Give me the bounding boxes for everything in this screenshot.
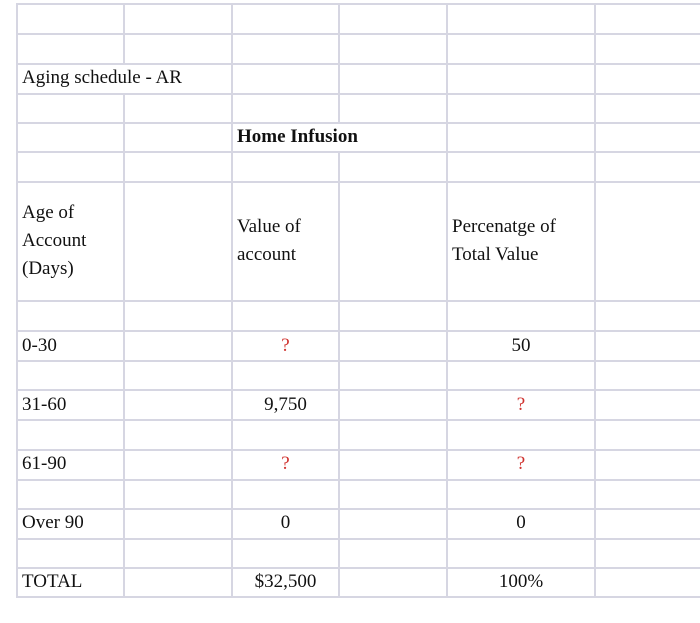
header-percent: Percenatge of Total Value <box>452 216 556 265</box>
grid-line <box>16 330 700 332</box>
header-age: Age of Account (Days) <box>22 202 87 279</box>
grid-line <box>16 479 700 481</box>
row-age: Over 90 <box>22 512 84 533</box>
schedule-title: Aging schedule - AR <box>22 67 182 88</box>
row-age: 31-60 <box>22 394 67 415</box>
grid-line <box>16 151 700 153</box>
grid-line <box>16 93 700 95</box>
grid-line <box>16 538 700 540</box>
header-value: Value of account <box>237 216 301 265</box>
total-percent: 100% <box>498 571 544 592</box>
total-label: TOTAL <box>22 571 83 592</box>
grid-line <box>16 122 700 124</box>
row-value: 0 <box>280 512 291 533</box>
grid-line <box>16 360 700 362</box>
grid-line <box>16 508 700 510</box>
row-value: 9,750 <box>264 394 307 415</box>
grid-line <box>16 3 18 598</box>
grid-line <box>16 300 700 302</box>
grid-line <box>594 3 596 598</box>
grid-line <box>338 3 340 122</box>
row-percent: 50 <box>511 335 531 356</box>
row-value: ? <box>281 335 290 356</box>
grid-line <box>16 567 700 569</box>
total-value: $32,500 <box>254 571 317 592</box>
section-title: Home Infusion <box>237 126 358 147</box>
row-percent: ? <box>516 453 526 474</box>
row-age: 61-90 <box>22 453 67 474</box>
grid-line <box>123 3 125 63</box>
grid-line <box>16 419 700 421</box>
row-value: ? <box>281 453 290 474</box>
grid-line <box>16 181 700 183</box>
aging-schedule-sheet <box>16 3 700 598</box>
row-percent: ? <box>516 394 526 415</box>
grid-line <box>338 151 340 598</box>
grid-line <box>16 449 700 451</box>
row-percent: 0 <box>516 512 526 533</box>
grid-line <box>16 3 700 5</box>
row-age: 0-30 <box>22 335 57 356</box>
grid-line <box>16 389 700 391</box>
grid-line <box>16 33 700 35</box>
grid-line <box>16 596 700 598</box>
grid-line <box>123 93 125 598</box>
